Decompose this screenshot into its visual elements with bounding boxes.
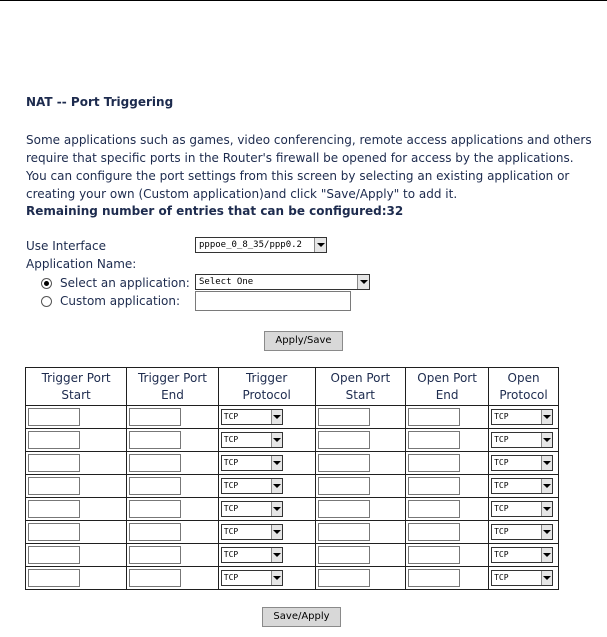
custom-application-input[interactable] [195,291,351,311]
table-row [26,544,559,567]
table-cell [406,567,489,590]
protocol-value: TCP [494,504,509,513]
table-cell [127,429,219,452]
table-row [26,429,559,452]
open-port-start-input[interactable] [318,569,370,587]
open-port-end-input[interactable] [408,569,460,587]
custom-application-label: Custom application: [60,294,181,308]
trigger-protocol-select[interactable] [221,455,283,471]
trigger-port-start-input[interactable] [28,408,80,426]
open-port-start-input[interactable] [318,500,370,518]
open-port-end-input[interactable] [408,408,460,426]
trigger-port-end-input[interactable] [129,500,181,518]
header-line: Open Port [330,370,391,385]
table-cell [489,406,559,429]
table-cell [218,406,315,429]
table-cell [489,544,559,567]
chevron-down-icon [271,502,282,516]
chevron-down-icon [271,525,282,539]
header-line: Protocol [242,387,291,402]
trigger-port-end-input[interactable] [129,477,181,495]
trigger-port-start-input[interactable] [28,523,80,541]
trigger-protocol-select[interactable] [221,501,283,517]
trigger-port-start-input[interactable] [28,546,80,564]
open-port-end-input[interactable] [408,454,460,472]
protocol-value: TCP [223,504,239,513]
protocol-value: TCP [494,527,509,536]
open-port-start-input[interactable] [318,408,370,426]
page-title: NAT -- Port Triggering [26,95,174,109]
table-cell [218,452,315,475]
open-protocol-select[interactable] [491,570,553,586]
chevron-down-icon [541,525,552,539]
table-cell [218,567,315,590]
table-cell [127,521,219,544]
trigger-protocol-select[interactable] [221,432,283,448]
select-application-label: Select an application: [60,276,190,290]
header-trigger-port-start [26,368,127,406]
table-row [26,567,559,590]
chevron-down-icon [541,433,552,447]
trigger-protocol-select[interactable] [221,524,283,540]
header-open-protocol [489,368,559,406]
open-port-start-input[interactable] [318,546,370,564]
chevron-down-icon [271,548,282,562]
header-line: Start [345,387,375,402]
chevron-down-icon [541,410,552,424]
open-port-end-input[interactable] [408,546,460,564]
trigger-port-end-input[interactable] [129,569,181,587]
trigger-protocol-select[interactable] [221,478,283,494]
chevron-down-icon [541,571,552,585]
table-cell [26,498,127,521]
open-protocol-select[interactable] [491,432,553,448]
trigger-port-start-input[interactable] [28,569,80,587]
apply-save-button[interactable]: Apply/Save [264,331,343,351]
chevron-down-icon [271,456,282,470]
trigger-port-end-input[interactable] [129,454,181,472]
protocol-value: TCP [223,527,239,536]
table-cell [489,452,559,475]
table-cell [315,521,406,544]
application-select-value: Select One [199,277,254,287]
table-cell [489,567,559,590]
table-cell [127,475,219,498]
header-open-port-end [406,368,489,406]
table-cell [315,567,406,590]
protocol-value: TCP [223,481,239,490]
table-cell [315,498,406,521]
chevron-down-icon [541,502,552,516]
open-port-start-input[interactable] [318,454,370,472]
open-port-end-input[interactable] [408,523,460,541]
interface-select-value: pppoe_0_8_35/ppp0.2 [199,240,302,250]
open-protocol-select[interactable] [491,478,553,494]
application-select[interactable] [195,274,370,290]
open-port-end-input[interactable] [408,500,460,518]
trigger-protocol-select[interactable] [221,570,283,586]
chevron-down-icon [541,456,552,470]
protocol-value: TCP [494,412,509,421]
open-protocol-select[interactable] [491,524,553,540]
use-interface-label: Use Interface [26,239,106,253]
open-protocol-select[interactable] [491,455,553,471]
protocol-value: TCP [494,550,509,559]
table-cell [127,406,219,429]
save-apply-button[interactable]: Save/Apply [262,607,341,627]
chevron-down-icon [314,238,326,252]
chevron-down-icon [271,571,282,585]
chevron-down-icon [271,433,282,447]
table-cell [406,475,489,498]
table-row [26,521,559,544]
select-application-radio[interactable] [41,278,52,289]
header-line: Protocol [499,387,548,402]
table-cell [489,521,559,544]
trigger-port-start-input[interactable] [28,477,80,495]
protocol-value: TCP [223,435,239,444]
remaining-entries: Remaining number of entries that can be configured:32 [26,204,404,218]
chevron-down-icon [541,548,552,562]
table-row [26,498,559,521]
table-row [26,475,559,498]
trigger-port-start-input[interactable] [28,500,80,518]
table-cell [218,429,315,452]
chevron-down-icon [271,479,282,493]
table-cell [26,475,127,498]
protocol-value: TCP [494,481,509,490]
table-cell [406,429,489,452]
header-open-port-start [315,368,406,406]
table-cell [218,498,315,521]
page-description: Some applications such as games, video conferencing, remote access applications and others require that specific ports in the Router's firewall be opened for access by the applications. You can configure the port settings from this screen by selecting an existing application or creating your own (Custom application)and click "Save/Apply" to add it. [26,133,592,201]
table-cell [406,406,489,429]
table-cell [315,544,406,567]
table-cell [26,521,127,544]
app-name-label: Application Name: [26,257,137,271]
protocol-value: TCP [223,573,239,582]
table-row [26,406,559,429]
header-line: End [435,387,459,402]
table-cell [406,521,489,544]
protocol-value: TCP [223,412,239,421]
open-port-start-input[interactable] [318,477,370,495]
protocol-value: TCP [223,550,239,559]
table-cell [26,406,127,429]
open-port-start-input[interactable] [318,431,370,449]
table-cell [218,521,315,544]
open-protocol-select[interactable] [491,547,553,563]
open-port-end-input[interactable] [408,477,460,495]
chevron-down-icon [357,275,369,289]
port-trigger-table [25,367,559,590]
protocol-value: TCP [494,573,509,582]
header-line: Trigger Port [41,370,111,385]
table-cell [127,544,219,567]
table-cell [406,544,489,567]
top-divider [0,0,607,1]
open-port-start-input[interactable] [318,523,370,541]
table-cell [26,567,127,590]
header-trigger-protocol [218,368,315,406]
header-line: Open Port [417,370,477,385]
header-line: Start [61,387,91,402]
custom-application-radio[interactable] [41,296,52,307]
trigger-port-end-input[interactable] [129,523,181,541]
table-cell [26,452,127,475]
chevron-down-icon [541,479,552,493]
open-protocol-select[interactable] [491,501,553,517]
table-cell [26,429,127,452]
protocol-value: TCP [223,458,239,467]
header-line: Open [507,370,540,385]
table-cell [26,544,127,567]
open-port-end-input[interactable] [408,431,460,449]
chevron-down-icon [271,410,282,424]
trigger-port-end-input[interactable] [129,431,181,449]
table-cell [315,406,406,429]
open-protocol-select[interactable] [491,409,553,425]
table-cell [489,475,559,498]
trigger-protocol-select[interactable] [221,547,283,563]
table-cell [489,429,559,452]
header-line: End [161,387,184,402]
table-cell [489,498,559,521]
table-row [26,452,559,475]
table-cell [127,452,219,475]
header-line: Trigger Port [137,370,207,385]
header-trigger-port-end [127,368,219,406]
table-cell [315,452,406,475]
table-cell [315,475,406,498]
table-cell [406,498,489,521]
table-cell [218,475,315,498]
table-cell [127,567,219,590]
table-cell [218,544,315,567]
trigger-port-start-input[interactable] [28,431,80,449]
trigger-port-start-input[interactable] [28,454,80,472]
table-cell [127,498,219,521]
protocol-value: TCP [494,435,509,444]
interface-select[interactable] [195,237,327,253]
header-line: Trigger [245,370,288,385]
table-header-row [26,368,559,406]
table-cell [315,429,406,452]
trigger-protocol-select[interactable] [221,409,283,425]
table-cell [406,452,489,475]
trigger-port-end-input[interactable] [129,408,181,426]
protocol-value: TCP [494,458,509,467]
trigger-port-end-input[interactable] [129,546,181,564]
